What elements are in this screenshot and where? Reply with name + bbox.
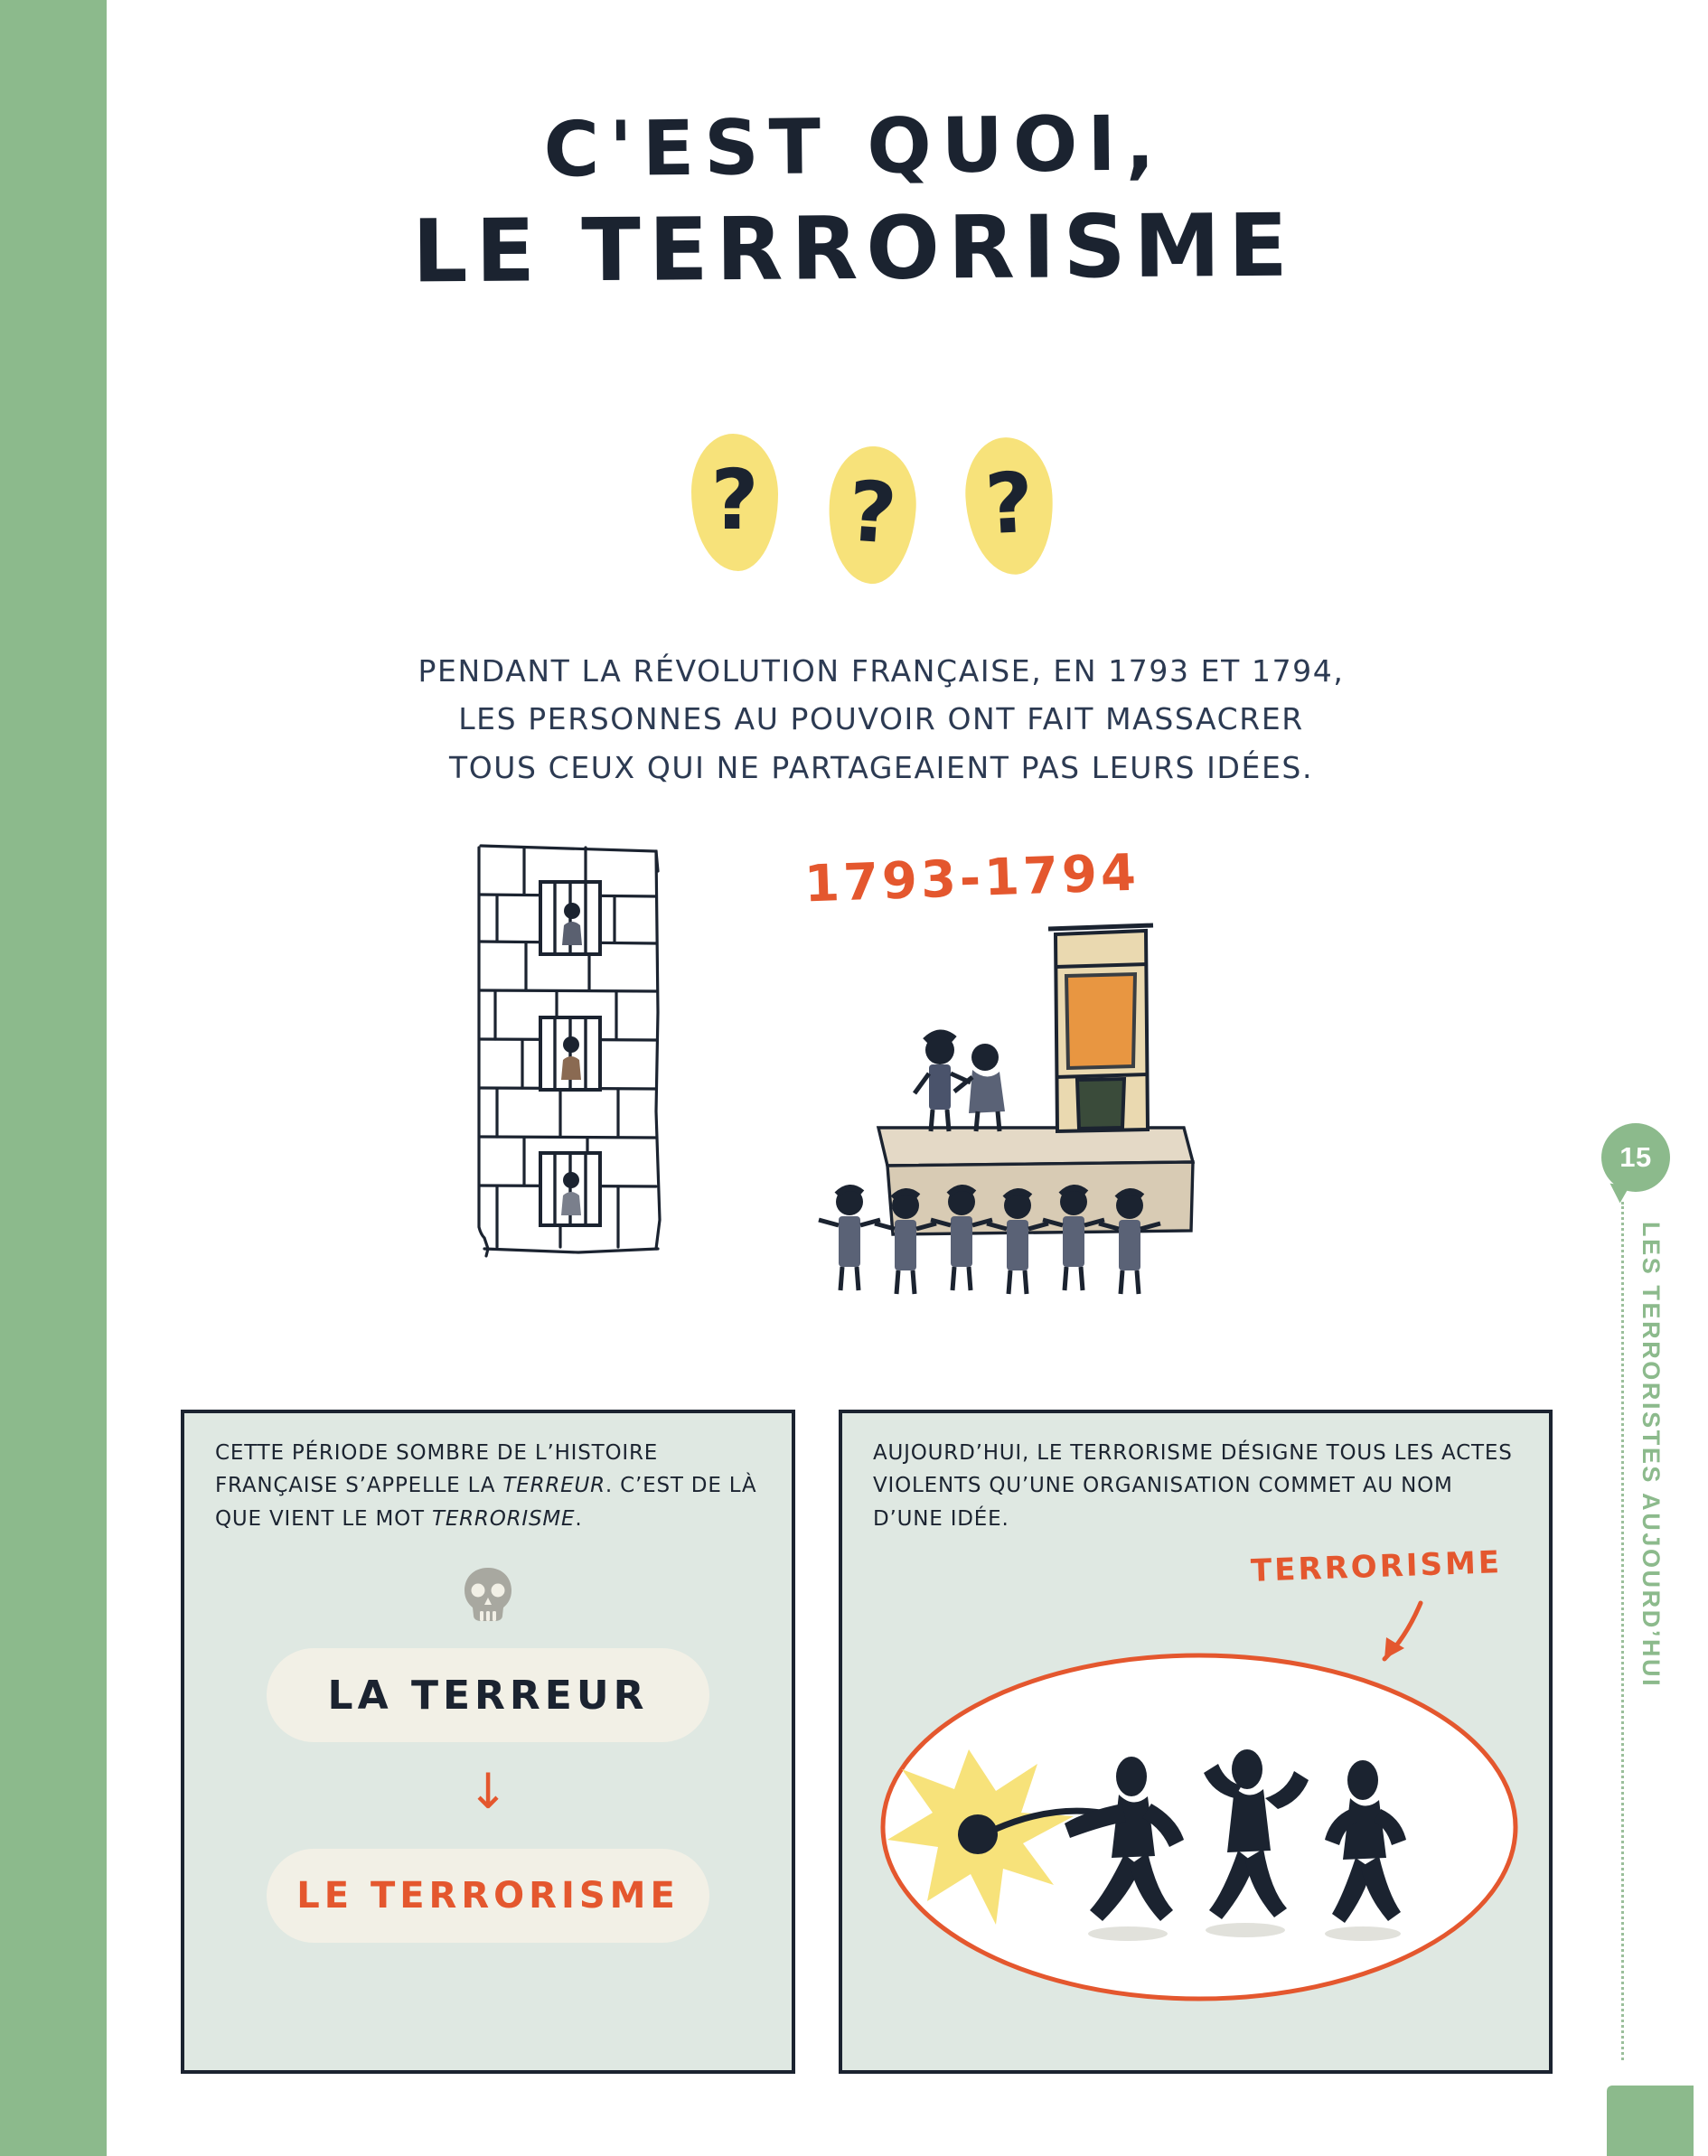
panel-left-text-part3: . bbox=[575, 1506, 583, 1531]
panel-left-italic-terreur: TERREUR bbox=[502, 1474, 605, 1498]
side-bottom-block bbox=[1607, 2086, 1694, 2156]
panel-left-text bbox=[215, 1437, 768, 1535]
question-mark-2 bbox=[824, 444, 920, 586]
pill-la-terreur-label: LA TERREUR bbox=[327, 1672, 649, 1719]
question-mark-3 bbox=[962, 436, 1056, 577]
title-line-1: C'EST QUOI, bbox=[543, 98, 1165, 194]
title-line-2: LE TERRORISME bbox=[411, 194, 1297, 303]
page-number-badge: 15 bbox=[1601, 1123, 1670, 1192]
illustration-drawing bbox=[470, 840, 1419, 1401]
panel-left-text-part2: . C’EST DE LÀ QUE VIENT LE MOT bbox=[215, 1474, 757, 1531]
page-title bbox=[107, 98, 1601, 303]
intro-paragraph bbox=[235, 647, 1527, 792]
pill-la-terreur bbox=[267, 1648, 709, 1742]
intro-line-2: LES PERSONNES AU POUVOIR ONT FAIT MASSACRER bbox=[458, 701, 1304, 737]
panel-left-text-part1: CETTE PÉRIODE SOMBRE DE L’HISTOIRE FRANÇAISE S’APPELLE LA bbox=[215, 1441, 659, 1498]
right-scene-drawing bbox=[860, 1576, 1538, 2046]
pill-le-terrorisme-label: LE TERRORISME bbox=[296, 1875, 680, 1917]
intro-line-3: TOUS CEUX QUI NE PARTAGEAIENT PAS LEURS IDÉES. bbox=[448, 749, 1314, 785]
panel-left-italic-terrorisme: TERRORISME bbox=[431, 1506, 576, 1531]
panel-terrorisme-aujourdhui bbox=[839, 1410, 1553, 2074]
panel-right-text: AUJOURD’HUI, LE TERRORISME DÉSIGNE TOUS LES ACTES VIOLENTS QU’UNE ORGANISATION COMMET AU NOM D’UNE IDÉE. bbox=[873, 1441, 1513, 1531]
annotation-terrorisme: TERRORISME bbox=[1250, 1544, 1503, 1589]
main-illustration bbox=[470, 840, 1419, 1401]
intro-line-1: PENDANT LA RÉVOLUTION FRANÇAISE, EN 1793 ET 1794, bbox=[418, 653, 1345, 689]
question-mark-glyph: ? bbox=[710, 451, 759, 548]
year-label: 1793-1794 bbox=[802, 843, 1140, 914]
skull-icon bbox=[460, 1565, 516, 1634]
question-mark-1 bbox=[691, 434, 778, 571]
question-mark-glyph: ? bbox=[982, 454, 1037, 553]
pill-le-terrorisme bbox=[267, 1849, 709, 1943]
question-mark-group bbox=[0, 434, 1708, 571]
section-label: LES TERRORISTES AUJOURD’HUI bbox=[1638, 1222, 1665, 1689]
question-mark-glyph: ? bbox=[844, 462, 900, 563]
side-tab bbox=[1601, 0, 1708, 2156]
arrow-down-icon: ↓ bbox=[467, 1763, 509, 1820]
right-panel-scene bbox=[860, 1576, 1538, 2046]
left-green-bar bbox=[0, 0, 107, 2156]
panel-terreur bbox=[181, 1410, 795, 2074]
